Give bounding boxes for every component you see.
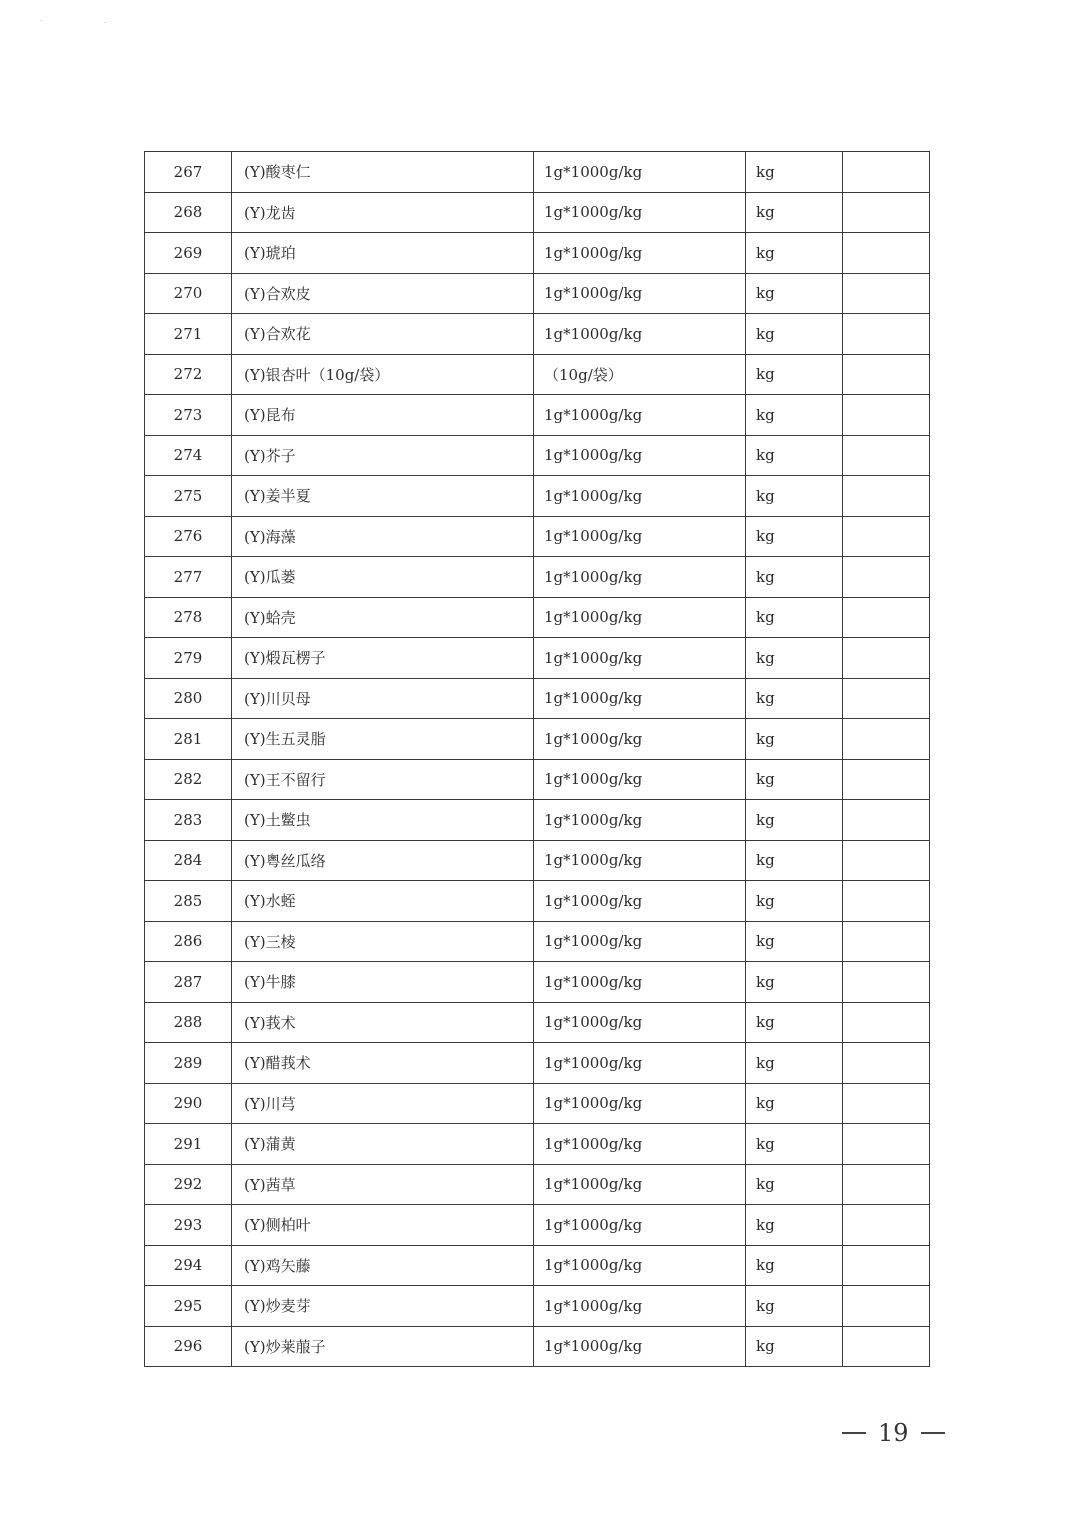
item-note-cell [843, 597, 930, 638]
item-table [144, 151, 930, 1367]
row-number-cell: 296 [145, 1326, 232, 1367]
item-name-cell: (Y)瓜蒌 [232, 557, 534, 598]
item-name-cell: (Y)茜草 [232, 1164, 534, 1205]
item-spec-cell: 1g*1000g/kg [534, 1164, 746, 1205]
item-name-cell: (Y)银杏叶（10g/袋） [232, 354, 534, 395]
table-row [145, 516, 930, 557]
row-number-cell: 281 [145, 719, 232, 760]
item-spec-cell: 1g*1000g/kg [534, 1124, 746, 1165]
table-row [145, 840, 930, 881]
item-note-cell [843, 354, 930, 395]
item-name-cell: (Y)土鳖虫 [232, 800, 534, 841]
item-spec-cell: 1g*1000g/kg [534, 1245, 746, 1286]
item-unit-cell: kg [746, 881, 843, 922]
item-note-cell [843, 1083, 930, 1124]
row-number-cell: 270 [145, 273, 232, 314]
table-row [145, 921, 930, 962]
item-name-cell: (Y)姜半夏 [232, 476, 534, 517]
item-note-cell [843, 1205, 930, 1246]
item-spec-cell: 1g*1000g/kg [534, 962, 746, 1003]
item-unit-cell: kg [746, 1326, 843, 1367]
item-note-cell [843, 881, 930, 922]
item-unit-cell: kg [746, 476, 843, 517]
table-row [145, 1083, 930, 1124]
item-spec-cell: 1g*1000g/kg [534, 800, 746, 841]
row-number-cell: 274 [145, 435, 232, 476]
item-name-cell: (Y)水蛭 [232, 881, 534, 922]
item-table-body [145, 152, 930, 1367]
table-row [145, 273, 930, 314]
page-number-dash-left [842, 1432, 866, 1434]
row-number-cell: 280 [145, 678, 232, 719]
item-note-cell [843, 1286, 930, 1327]
row-number-cell: 294 [145, 1245, 232, 1286]
item-spec-cell: 1g*1000g/kg [534, 1286, 746, 1327]
item-unit-cell: kg [746, 435, 843, 476]
page-footer [842, 1416, 945, 1450]
row-number-cell: 291 [145, 1124, 232, 1165]
item-unit-cell: kg [746, 192, 843, 233]
table-row [145, 557, 930, 598]
item-unit-cell: kg [746, 273, 843, 314]
item-spec-cell: 1g*1000g/kg [534, 881, 746, 922]
table-row [145, 881, 930, 922]
scan-speck: · [104, 19, 107, 27]
item-spec-cell: 1g*1000g/kg [534, 719, 746, 760]
table-row [145, 395, 930, 436]
item-note-cell [843, 1124, 930, 1165]
item-note-cell [843, 435, 930, 476]
item-spec-cell: 1g*1000g/kg [534, 516, 746, 557]
item-name-cell: (Y)牛膝 [232, 962, 534, 1003]
page-number-dash-right [921, 1432, 945, 1434]
table-row [145, 1164, 930, 1205]
row-number-cell: 295 [145, 1286, 232, 1327]
item-name-cell: (Y)炒莱菔子 [232, 1326, 534, 1367]
item-name-cell: (Y)芥子 [232, 435, 534, 476]
item-name-cell: (Y)莪术 [232, 1002, 534, 1043]
item-spec-cell: 1g*1000g/kg [534, 759, 746, 800]
item-note-cell [843, 273, 930, 314]
item-unit-cell: kg [746, 678, 843, 719]
item-spec-cell: 1g*1000g/kg [534, 233, 746, 274]
table-row [145, 1326, 930, 1367]
table-row [145, 476, 930, 517]
item-unit-cell: kg [746, 597, 843, 638]
item-note-cell [843, 557, 930, 598]
item-table-container [144, 151, 893, 1367]
item-note-cell [843, 314, 930, 355]
item-spec-cell: 1g*1000g/kg [534, 557, 746, 598]
item-name-cell: (Y)川芎 [232, 1083, 534, 1124]
item-note-cell [843, 759, 930, 800]
table-row [145, 759, 930, 800]
item-unit-cell: kg [746, 840, 843, 881]
table-row [145, 597, 930, 638]
item-name-cell: (Y)侧柏叶 [232, 1205, 534, 1246]
item-name-cell: (Y)醋莪术 [232, 1043, 534, 1084]
item-name-cell: (Y)煅瓦楞子 [232, 638, 534, 679]
item-note-cell [843, 840, 930, 881]
item-unit-cell: kg [746, 233, 843, 274]
row-number-cell: 286 [145, 921, 232, 962]
item-note-cell [843, 1326, 930, 1367]
table-row [145, 800, 930, 841]
item-unit-cell: kg [746, 1043, 843, 1084]
item-note-cell [843, 395, 930, 436]
table-row [145, 1205, 930, 1246]
scan-specks [40, 14, 120, 26]
item-name-cell: (Y)酸枣仁 [232, 152, 534, 193]
row-number-cell: 285 [145, 881, 232, 922]
item-spec-cell: 1g*1000g/kg [534, 1205, 746, 1246]
item-name-cell: (Y)蒲黄 [232, 1124, 534, 1165]
item-name-cell: (Y)蛤壳 [232, 597, 534, 638]
item-note-cell [843, 1245, 930, 1286]
item-note-cell [843, 921, 930, 962]
row-number-cell: 289 [145, 1043, 232, 1084]
item-spec-cell: 1g*1000g/kg [534, 597, 746, 638]
row-number-cell: 287 [145, 962, 232, 1003]
item-note-cell [843, 516, 930, 557]
item-name-cell: (Y)昆布 [232, 395, 534, 436]
table-row [145, 1124, 930, 1165]
item-spec-cell: 1g*1000g/kg [534, 638, 746, 679]
row-number-cell: 267 [145, 152, 232, 193]
item-name-cell: (Y)合欢皮 [232, 273, 534, 314]
item-note-cell [843, 152, 930, 193]
row-number-cell: 277 [145, 557, 232, 598]
item-note-cell [843, 1002, 930, 1043]
item-name-cell: (Y)炒麦芽 [232, 1286, 534, 1327]
item-note-cell [843, 678, 930, 719]
item-note-cell [843, 1043, 930, 1084]
item-note-cell [843, 962, 930, 1003]
row-number-cell: 273 [145, 395, 232, 436]
item-spec-cell: 1g*1000g/kg [534, 273, 746, 314]
item-spec-cell: 1g*1000g/kg [534, 678, 746, 719]
scan-speck: · [40, 17, 43, 25]
item-note-cell [843, 719, 930, 760]
item-unit-cell: kg [746, 1124, 843, 1165]
row-number-cell: 293 [145, 1205, 232, 1246]
item-unit-cell: kg [746, 557, 843, 598]
row-number-cell: 268 [145, 192, 232, 233]
page-number: 19 [878, 1419, 909, 1447]
row-number-cell: 283 [145, 800, 232, 841]
item-spec-cell: 1g*1000g/kg [534, 314, 746, 355]
item-spec-cell: 1g*1000g/kg [534, 395, 746, 436]
table-row [145, 1286, 930, 1327]
item-unit-cell: kg [746, 152, 843, 193]
item-spec-cell: （10g/袋） [534, 354, 746, 395]
table-row [145, 962, 930, 1003]
item-name-cell: (Y)生五灵脂 [232, 719, 534, 760]
item-name-cell: (Y)合欢花 [232, 314, 534, 355]
row-number-cell: 271 [145, 314, 232, 355]
row-number-cell: 292 [145, 1164, 232, 1205]
item-note-cell [843, 476, 930, 517]
row-number-cell: 290 [145, 1083, 232, 1124]
item-spec-cell: 1g*1000g/kg [534, 152, 746, 193]
item-name-cell: (Y)龙齿 [232, 192, 534, 233]
item-spec-cell: 1g*1000g/kg [534, 192, 746, 233]
table-row [145, 314, 930, 355]
table-row [145, 354, 930, 395]
item-spec-cell: 1g*1000g/kg [534, 435, 746, 476]
item-unit-cell: kg [746, 395, 843, 436]
item-note-cell [843, 192, 930, 233]
item-spec-cell: 1g*1000g/kg [534, 1326, 746, 1367]
item-name-cell: (Y)粤丝瓜络 [232, 840, 534, 881]
row-number-cell: 269 [145, 233, 232, 274]
item-spec-cell: 1g*1000g/kg [534, 840, 746, 881]
item-unit-cell: kg [746, 1286, 843, 1327]
item-unit-cell: kg [746, 1002, 843, 1043]
row-number-cell: 279 [145, 638, 232, 679]
table-row [145, 719, 930, 760]
table-row [145, 1043, 930, 1084]
item-name-cell: (Y)王不留行 [232, 759, 534, 800]
table-row [145, 192, 930, 233]
item-unit-cell: kg [746, 800, 843, 841]
item-note-cell [843, 800, 930, 841]
table-row [145, 152, 930, 193]
item-unit-cell: kg [746, 962, 843, 1003]
row-number-cell: 288 [145, 1002, 232, 1043]
item-unit-cell: kg [746, 314, 843, 355]
table-row [145, 1245, 930, 1286]
table-row [145, 233, 930, 274]
item-spec-cell: 1g*1000g/kg [534, 1083, 746, 1124]
row-number-cell: 272 [145, 354, 232, 395]
table-row [145, 638, 930, 679]
item-name-cell: (Y)三棱 [232, 921, 534, 962]
item-spec-cell: 1g*1000g/kg [534, 1002, 746, 1043]
row-number-cell: 276 [145, 516, 232, 557]
table-row [145, 1002, 930, 1043]
item-unit-cell: kg [746, 354, 843, 395]
item-name-cell: (Y)鸡矢藤 [232, 1245, 534, 1286]
row-number-cell: 284 [145, 840, 232, 881]
row-number-cell: 282 [145, 759, 232, 800]
row-number-cell: 275 [145, 476, 232, 517]
item-unit-cell: kg [746, 719, 843, 760]
item-name-cell: (Y)海藻 [232, 516, 534, 557]
item-unit-cell: kg [746, 516, 843, 557]
item-name-cell: (Y)琥珀 [232, 233, 534, 274]
row-number-cell: 278 [145, 597, 232, 638]
item-note-cell [843, 638, 930, 679]
item-unit-cell: kg [746, 1205, 843, 1246]
item-unit-cell: kg [746, 1164, 843, 1205]
item-unit-cell: kg [746, 759, 843, 800]
item-unit-cell: kg [746, 638, 843, 679]
table-row [145, 678, 930, 719]
table-row [145, 435, 930, 476]
item-spec-cell: 1g*1000g/kg [534, 1043, 746, 1084]
item-note-cell [843, 1164, 930, 1205]
item-note-cell [843, 233, 930, 274]
item-unit-cell: kg [746, 921, 843, 962]
item-unit-cell: kg [746, 1245, 843, 1286]
item-spec-cell: 1g*1000g/kg [534, 476, 746, 517]
item-spec-cell: 1g*1000g/kg [534, 921, 746, 962]
item-name-cell: (Y)川贝母 [232, 678, 534, 719]
item-unit-cell: kg [746, 1083, 843, 1124]
